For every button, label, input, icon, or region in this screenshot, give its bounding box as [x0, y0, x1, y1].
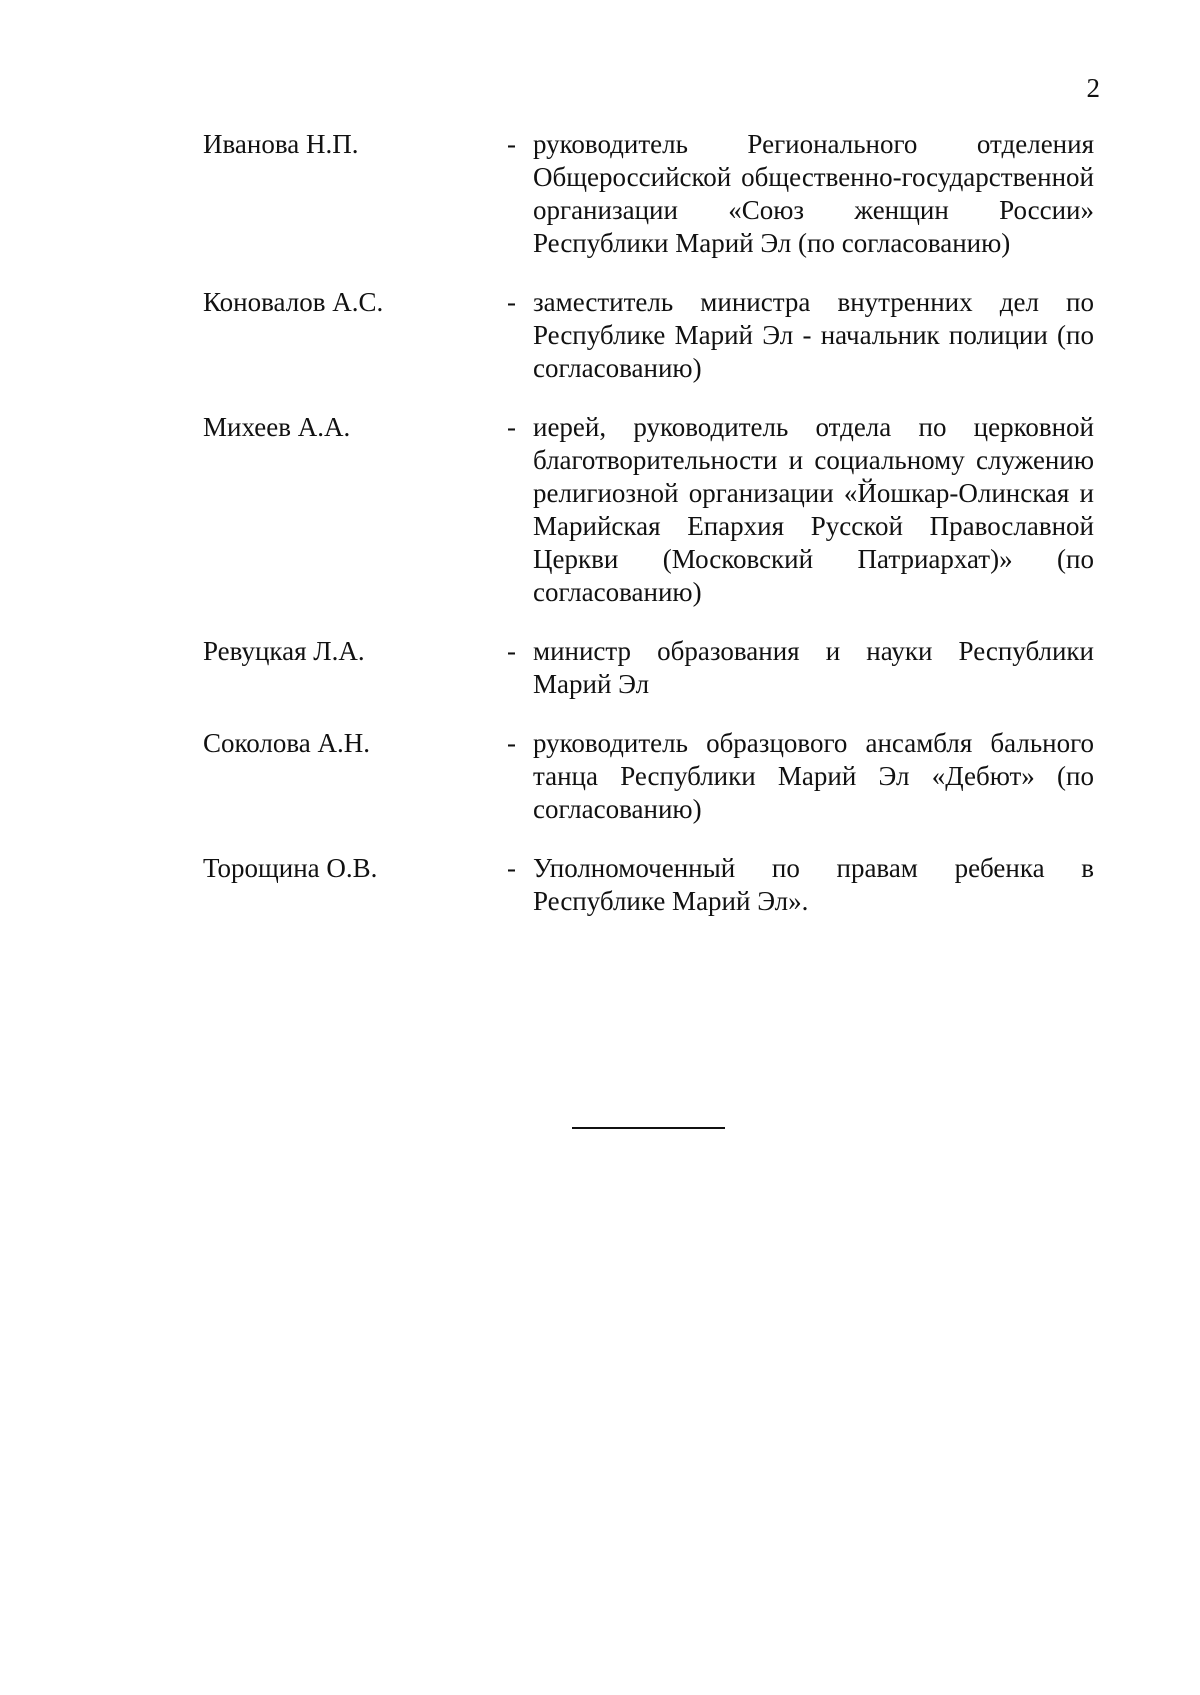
member-row	[203, 411, 1094, 609]
member-role: руководитель Регионального отделения Общероссийской общественно-государственной организации «Союз женщин России» Республики Марий Эл (по согласованию)	[533, 129, 1094, 258]
member-row	[203, 128, 1094, 260]
member-dash: -	[507, 728, 516, 758]
end-divider	[572, 1127, 725, 1129]
member-name: Михеев А.А.	[203, 412, 351, 442]
member-dash: -	[507, 129, 516, 159]
page-number: 2	[1086, 73, 1100, 103]
member-name: Иванова Н.П.	[203, 129, 359, 159]
member-dash: -	[507, 287, 516, 317]
member-name: Торощина О.В.	[203, 853, 378, 883]
members-list	[203, 128, 1094, 944]
member-name: Соколова А.Н.	[203, 728, 370, 758]
member-dash: -	[507, 853, 516, 883]
member-name: Коновалов А.С.	[203, 287, 384, 317]
member-row	[203, 852, 1094, 918]
member-role: министр образования и науки Республики Марий Эл	[533, 636, 1094, 699]
member-role: иерей, руководитель отдела по церковной благотворительности и социальному служению религиозной организации «Йошкар-Олинская и Марийская Епархия Русской Православной Церкви (Московский Патриархат)» (по согласованию)	[533, 412, 1094, 607]
member-role: заместитель министра внутренних дел по Республике Марий Эл - начальник полиции (по согласованию)	[533, 287, 1094, 383]
member-dash: -	[507, 636, 516, 666]
member-role: Уполномоченный по правам ребенка в Республике Марий Эл».	[533, 853, 1094, 916]
member-row	[203, 727, 1094, 826]
member-role: руководитель образцового ансамбля бального танца Республики Марий Эл «Дебют» (по согласованию)	[533, 728, 1094, 824]
member-row	[203, 286, 1094, 385]
member-row	[203, 635, 1094, 701]
member-dash: -	[507, 412, 516, 442]
member-name: Ревуцкая Л.А.	[203, 636, 365, 666]
